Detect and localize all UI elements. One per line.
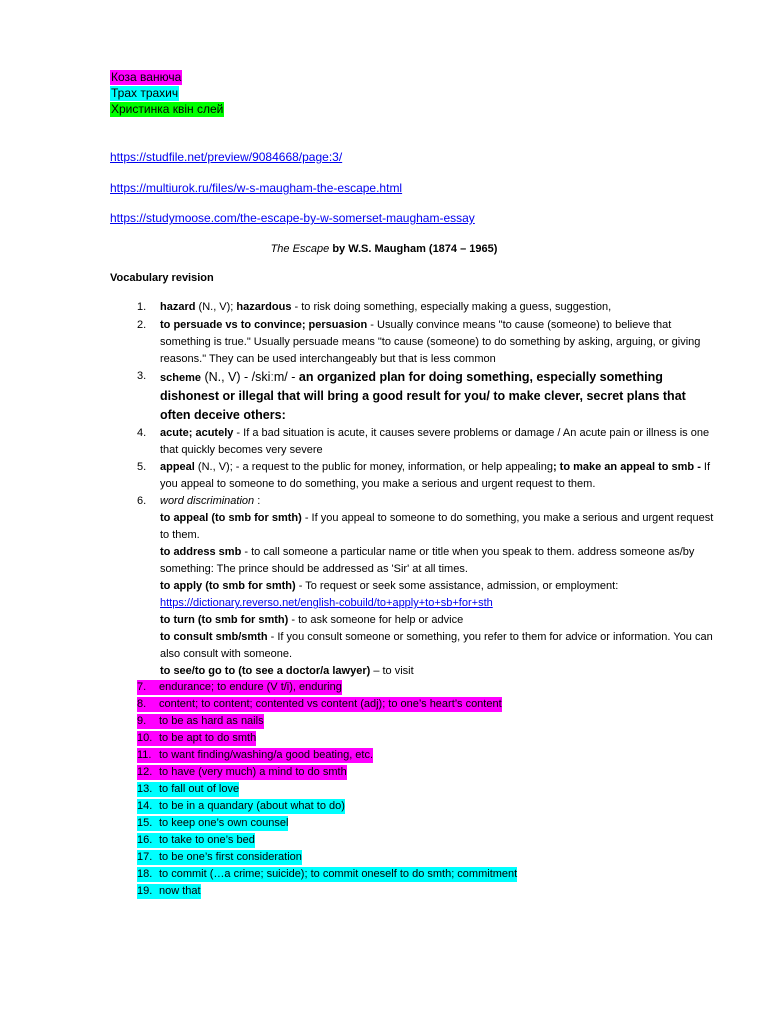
item-number: 17. <box>137 851 153 863</box>
item-term: scheme <box>160 372 201 384</box>
item-definition: an organized plan for doing something, especially something dishonest or illegal that will bring a good result for you/ to make clever, secret plans that often deceive others: <box>160 370 686 422</box>
item-body <box>160 299 717 316</box>
highlighted-item <box>137 731 256 746</box>
item-number: 7. <box>137 681 147 693</box>
highlighted-item <box>137 850 302 865</box>
title-italic: The Escape <box>270 243 330 255</box>
word-discrimination-heading: word discrimination <box>160 495 255 507</box>
sub-entry-consult <box>160 629 717 663</box>
highlighted-item <box>137 833 255 848</box>
item-number: 14. <box>137 800 153 812</box>
item-text: endurance; to endure (V t/i), enduring <box>159 681 342 693</box>
title-rest: by W.S. Maugham (1874 – 1965) <box>329 243 498 255</box>
highlighted-item <box>137 697 502 712</box>
item-text: : <box>254 495 261 507</box>
document-title <box>0 243 768 255</box>
sub-text: - to ask someone for help or advice <box>288 614 464 626</box>
team-member-1: Коза ванюча <box>111 70 182 84</box>
sub-text: – to visit <box>370 665 414 677</box>
item-text: to be in a quandary (about what to do) <box>159 800 345 812</box>
item-number: 16. <box>137 834 153 846</box>
link-studfile[interactable]: https://studfile.net/preview/9084668/page:3/ <box>110 150 343 164</box>
item-number: 19. <box>137 885 153 897</box>
item-text: (N., V); - a request to the public for money, information, or help appealing <box>194 461 553 473</box>
link-multiurok[interactable]: https://multiurok.ru/files/w-s-maugham-the-escape.html <box>110 181 403 195</box>
item-number: 1. <box>137 301 147 313</box>
item-number: 13. <box>137 783 153 795</box>
item-text: to be apt to do smth <box>159 732 257 744</box>
item-number: 10. <box>137 732 153 744</box>
item-body <box>160 317 717 368</box>
item-text: content; to content; contented vs content (adj); to one’s heart’s content <box>159 698 502 710</box>
item-number: 18. <box>137 868 153 880</box>
link-studymoose[interactable]: https://studymoose.com/the-escape-by-w-somerset-maugham-essay <box>110 211 475 225</box>
item-text: to take to one’s bed <box>159 834 255 846</box>
sub-text: - to call someone a particular name or title when you speak to them. address someone as/by something: The prince should be addressed as 'Sir' at all times. <box>160 546 695 575</box>
highlighted-item <box>137 867 517 882</box>
item-text: to want finding/washing/a good beating, etc. <box>159 749 374 761</box>
highlighted-item <box>137 884 201 899</box>
item-text: - Usually convince means "to cause (someone) to believe that something is true." Usually persuade means "to cause (someone) to do something by asking, arguing, or giving reasons." They can be used interchangeably but that is less common <box>160 319 701 365</box>
item-number: 15. <box>137 817 153 829</box>
item-body <box>160 459 717 493</box>
highlighted-item <box>137 714 264 729</box>
item-number: 3. <box>137 370 147 382</box>
sub-term: to apply (to smb for smth) <box>160 580 296 592</box>
item-text: to fall out of love <box>159 783 240 795</box>
item-text: to commit (…a crime; suicide); to commit oneself to do smth; commitment <box>159 868 518 880</box>
item-number: 11. <box>137 749 152 761</box>
item-number: 5. <box>137 461 147 473</box>
item-text: now that <box>159 885 201 897</box>
item-term: ; to make an appeal to smb - <box>552 461 701 473</box>
item-number: 9. <box>137 715 147 727</box>
sub-text: - To request or seek some assistance, admission, or employment: <box>295 580 619 592</box>
sub-entry-turn <box>160 612 717 629</box>
sub-text: - If you consult someone or something, you refer to them for advice or information. You can also consult with someone. <box>160 631 713 660</box>
highlighted-item <box>137 816 288 831</box>
sub-term: to appeal (to smb for smth) <box>160 512 302 524</box>
sub-term: to turn (to smb for smth) <box>160 614 289 626</box>
sub-entry-appeal <box>160 510 717 544</box>
team-member-2: Трах трахич <box>111 86 179 100</box>
item-text: to be one’s first consideration <box>159 851 302 863</box>
item-term: hazardous <box>236 301 292 313</box>
link-reverso[interactable]: https://dictionary.reverso.net/english-cobuild/to+apply+to+sb+for+sth <box>160 597 493 609</box>
sub-entry-address <box>160 544 717 578</box>
item-text: to have (very much) a mind to do smth <box>159 766 347 778</box>
item-body <box>160 425 717 459</box>
item-term: to persuade vs to convince; persuasion <box>160 319 368 331</box>
item-term: appeal <box>160 461 195 473</box>
highlighted-item <box>137 765 347 780</box>
sub-term: to address smb <box>160 546 242 558</box>
sub-text: - If you appeal to someone to do something, you make a serious and urgent request to them. <box>160 512 714 541</box>
item-term: hazard <box>160 301 196 313</box>
item-number: 12. <box>137 766 153 778</box>
sub-entry-apply <box>160 578 717 612</box>
item-text: - to risk doing something, especially making a guess, suggestion, <box>291 301 612 313</box>
item-body <box>160 368 717 425</box>
item-term: acute; acutely <box>160 427 234 439</box>
item-number: 2. <box>137 319 147 331</box>
highlighted-item <box>137 799 345 814</box>
sub-term: to consult smb/smth <box>160 631 268 643</box>
item-body <box>160 493 717 680</box>
team-member-3: Христинка квін слей <box>111 102 224 116</box>
highlighted-item <box>137 782 239 797</box>
section-heading: Vocabulary revision <box>110 272 214 284</box>
item-text: to keep one’s own counsel <box>159 817 289 829</box>
item-text: - If a bad situation is acute, it causes severe problems or damage / An acute pain or illness is one that quickly becomes very severe <box>160 427 710 456</box>
item-number: 6. <box>137 495 147 507</box>
item-number: 8. <box>137 698 147 710</box>
item-text: If you appeal to someone to do something, you make a serious and urgent request to them. <box>160 461 711 490</box>
item-text: (N., V); <box>195 301 237 313</box>
item-number: 4. <box>137 427 147 439</box>
sub-term: to see/to go to (to see a doctor/a lawyer) <box>160 665 371 677</box>
sub-entry-see <box>160 663 717 680</box>
item-text: (N., V) - /skiːm/ - <box>200 370 299 384</box>
item-text: to be as hard as nails <box>159 715 264 727</box>
highlighted-item <box>137 680 342 695</box>
highlighted-item <box>137 748 373 763</box>
